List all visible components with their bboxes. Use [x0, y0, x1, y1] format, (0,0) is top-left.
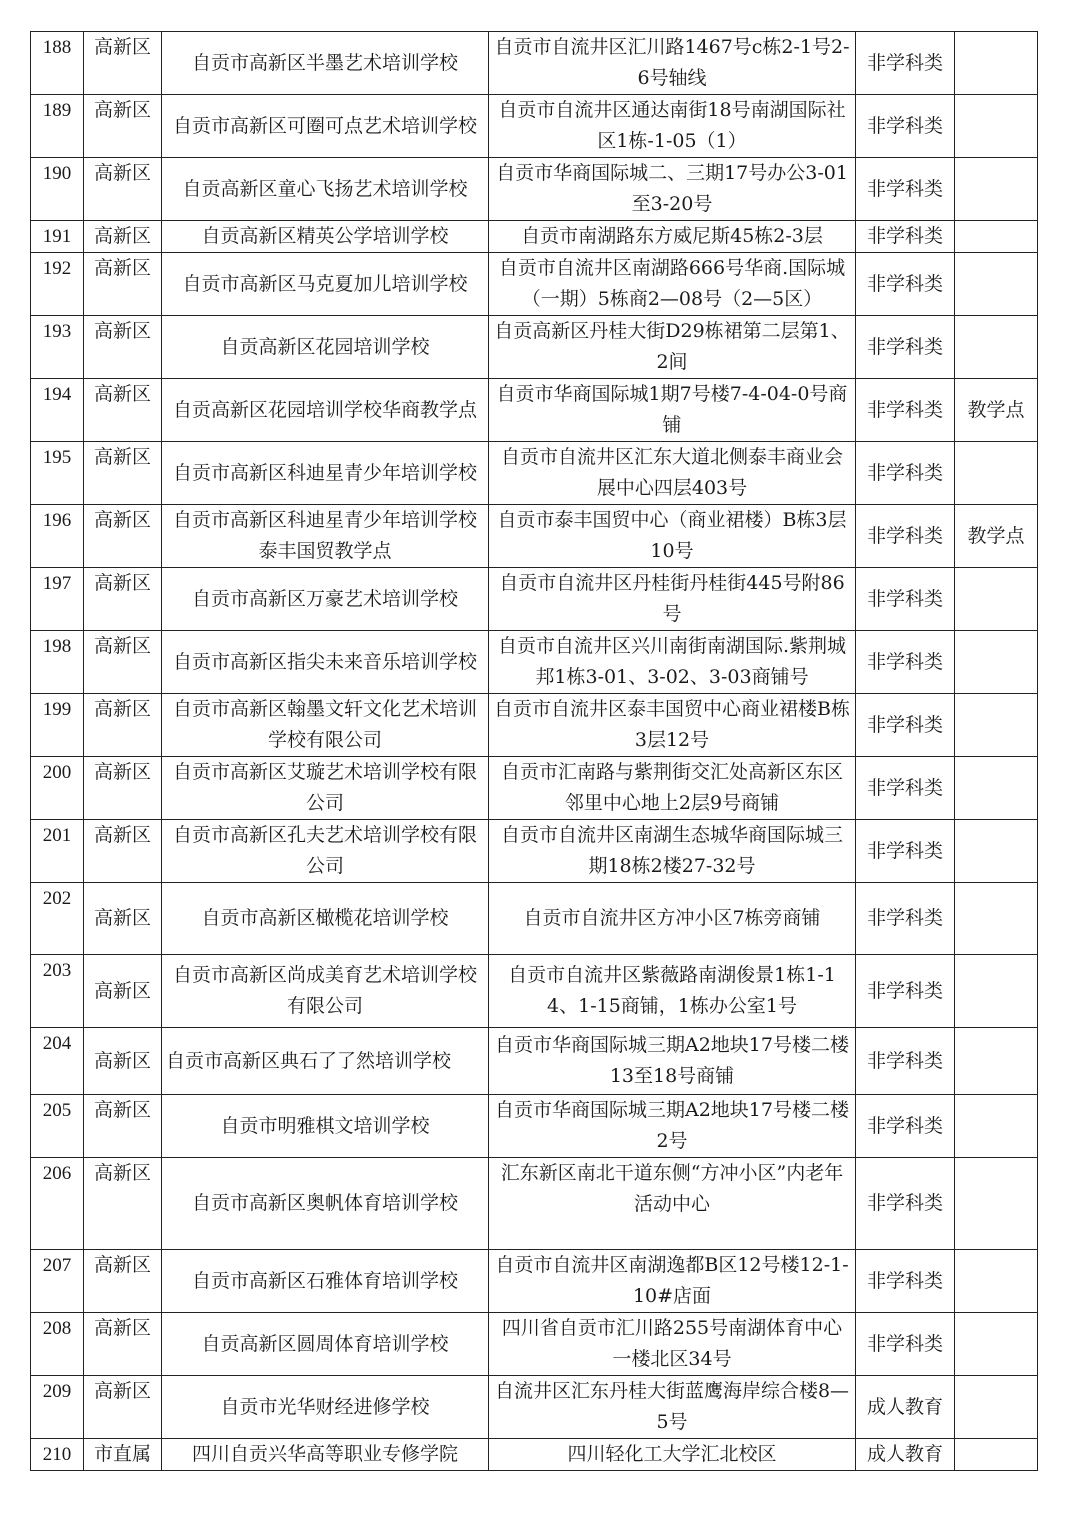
- category-cell: 非学科类: [856, 1158, 955, 1250]
- table-row: [31, 955, 1038, 1028]
- note-cell: [955, 694, 1038, 757]
- district-cell: 高新区: [84, 505, 162, 568]
- category-cell: 非学科类: [856, 32, 955, 95]
- address-cell: 自贡市自流井区南湖生态城华商国际城三期18栋2楼27-32号: [489, 820, 856, 883]
- category-cell: 非学科类: [856, 694, 955, 757]
- district-cell: 高新区: [84, 1028, 162, 1095]
- school-name-cell: 自贡市高新区艾璇艺术培训学校有限公司: [162, 757, 489, 820]
- row-number: 196: [31, 505, 84, 568]
- row-number: 198: [31, 631, 84, 694]
- note-cell: [955, 757, 1038, 820]
- table-row: [31, 1250, 1038, 1313]
- school-name-cell: 自贡市高新区指尖未来音乐培训学校: [162, 631, 489, 694]
- category-cell: 非学科类: [856, 95, 955, 158]
- school-name-cell: 自贡市高新区科迪星青少年培训学校泰丰国贸教学点: [162, 505, 489, 568]
- district-cell: 高新区: [84, 316, 162, 379]
- row-number: 203: [31, 955, 84, 1028]
- category-cell: 非学科类: [856, 442, 955, 505]
- school-name-cell: 自贡市高新区半墨艺术培训学校: [162, 32, 489, 95]
- district-cell: 高新区: [84, 1095, 162, 1158]
- table-row: [31, 442, 1038, 505]
- district-cell: 高新区: [84, 568, 162, 631]
- district-cell: 高新区: [84, 1158, 162, 1250]
- district-cell: 高新区: [84, 883, 162, 955]
- address-cell: 自贡市华商国际城三期A2地块17号楼二楼13至18号商铺: [489, 1028, 856, 1095]
- address-cell: 自贡高新区丹桂大街D29栋裙第二层第1、2间: [489, 316, 856, 379]
- row-number: 205: [31, 1095, 84, 1158]
- table-row: [31, 32, 1038, 95]
- address-cell: 自贡市汇南路与紫荆街交汇处高新区东区邻里中心地上2层9号商铺: [489, 757, 856, 820]
- row-number: 207: [31, 1250, 84, 1313]
- district-cell: 高新区: [84, 757, 162, 820]
- note-cell: [955, 32, 1038, 95]
- note-cell: [955, 1439, 1038, 1471]
- address-cell: 自贡市自流井区汇川路1467号c栋2-1号2-6号轴线: [489, 32, 856, 95]
- table-row: [31, 1028, 1038, 1095]
- row-number: 193: [31, 316, 84, 379]
- note-cell: [955, 568, 1038, 631]
- table-row: [31, 1158, 1038, 1250]
- row-number: 195: [31, 442, 84, 505]
- note-cell: [955, 883, 1038, 955]
- category-cell: 非学科类: [856, 955, 955, 1028]
- table-row: [31, 316, 1038, 379]
- school-name-cell: 四川自贡兴华高等职业专修学院: [162, 1439, 489, 1471]
- district-cell: 高新区: [84, 95, 162, 158]
- row-number: 190: [31, 158, 84, 221]
- table-row: [31, 221, 1038, 253]
- table-row: [31, 631, 1038, 694]
- address-cell: 自贡市华商国际城二、三期17号办公3-01至3-20号: [489, 158, 856, 221]
- district-cell: 高新区: [84, 221, 162, 253]
- district-cell: 高新区: [84, 158, 162, 221]
- school-name-cell: 自贡市高新区奥帆体育培训学校: [162, 1158, 489, 1250]
- row-number: 200: [31, 757, 84, 820]
- note-cell: [955, 1095, 1038, 1158]
- table-row: [31, 1313, 1038, 1376]
- table-row: [31, 757, 1038, 820]
- row-number: 209: [31, 1376, 84, 1439]
- school-list-table: [30, 31, 1038, 1471]
- note-cell: [955, 820, 1038, 883]
- table-row: [31, 1095, 1038, 1158]
- address-cell: 自贡市华商国际城1期7号楼7-4-04-0号商铺: [489, 379, 856, 442]
- row-number: 188: [31, 32, 84, 95]
- district-cell: 高新区: [84, 442, 162, 505]
- table-row: [31, 95, 1038, 158]
- table-row: [31, 1376, 1038, 1439]
- row-number: 189: [31, 95, 84, 158]
- school-name-cell: 自贡市高新区孔夫艺术培训学校有限公司: [162, 820, 489, 883]
- note-cell: [955, 1250, 1038, 1313]
- school-name-cell: 自贡市高新区石雅体育培训学校: [162, 1250, 489, 1313]
- category-cell: 非学科类: [856, 1313, 955, 1376]
- address-cell: 自贡市自流井区汇东大道北侧泰丰商业会展中心四层403号: [489, 442, 856, 505]
- category-cell: 成人教育: [856, 1376, 955, 1439]
- address-cell: 汇东新区南北干道东侧“方冲小区”内老年活动中心: [489, 1158, 856, 1250]
- category-cell: 非学科类: [856, 316, 955, 379]
- school-name-cell: 自贡高新区花园培训学校: [162, 316, 489, 379]
- row-number: 199: [31, 694, 84, 757]
- district-cell: 高新区: [84, 1313, 162, 1376]
- address-cell: 自贡市自流井区紫薇路南湖俊景1栋1-14、1-15商铺，1栋办公室1号: [489, 955, 856, 1028]
- note-cell: [955, 158, 1038, 221]
- note-cell: 教学点: [955, 505, 1038, 568]
- note-cell: [955, 253, 1038, 316]
- address-cell: 自贡市自流井区泰丰国贸中心商业裙楼B栋3层12号: [489, 694, 856, 757]
- row-number: 210: [31, 1439, 84, 1471]
- school-name-cell: 自贡市高新区马克夏加儿培训学校: [162, 253, 489, 316]
- address-cell: 自贡市泰丰国贸中心（商业裙楼）B栋3层10号: [489, 505, 856, 568]
- category-cell: 非学科类: [856, 568, 955, 631]
- district-cell: 高新区: [84, 253, 162, 316]
- note-cell: [955, 442, 1038, 505]
- row-number: 202: [31, 883, 84, 955]
- school-name-cell: 自贡市高新区橄榄花培训学校: [162, 883, 489, 955]
- address-cell: 自贡市自流井区兴川南街南湖国际.紫荆城邦1栋3-01、3-02、3-03商铺号: [489, 631, 856, 694]
- row-number: 201: [31, 820, 84, 883]
- school-name-cell: 自贡高新区花园培训学校华商教学点: [162, 379, 489, 442]
- table-row: [31, 568, 1038, 631]
- row-number: 204: [31, 1028, 84, 1095]
- category-cell: 非学科类: [856, 820, 955, 883]
- school-name-cell: 自贡市高新区可圈可点艺术培训学校: [162, 95, 489, 158]
- note-cell: [955, 316, 1038, 379]
- note-cell: [955, 1376, 1038, 1439]
- category-cell: 非学科类: [856, 883, 955, 955]
- note-cell: [955, 631, 1038, 694]
- district-cell: 高新区: [84, 820, 162, 883]
- category-cell: 非学科类: [856, 631, 955, 694]
- table-row: [31, 1439, 1038, 1471]
- note-cell: [955, 1313, 1038, 1376]
- school-name-cell: 自贡高新区精英公学培训学校: [162, 221, 489, 253]
- category-cell: 非学科类: [856, 221, 955, 253]
- address-cell: 自贡市自流井区南湖逸都B区12号楼12-1-10#店面: [489, 1250, 856, 1313]
- row-number: 206: [31, 1158, 84, 1250]
- table-row: [31, 379, 1038, 442]
- category-cell: 非学科类: [856, 158, 955, 221]
- row-number: 197: [31, 568, 84, 631]
- table-row: [31, 883, 1038, 955]
- district-cell: 高新区: [84, 631, 162, 694]
- school-name-cell: 自贡市明雅棋文培训学校: [162, 1095, 489, 1158]
- note-cell: [955, 95, 1038, 158]
- school-name-cell: 自贡市高新区万豪艺术培训学校: [162, 568, 489, 631]
- table-row: [31, 820, 1038, 883]
- school-name-cell: 自贡市高新区科迪星青少年培训学校: [162, 442, 489, 505]
- table-body: [31, 32, 1038, 1471]
- note-cell: [955, 955, 1038, 1028]
- row-number: 191: [31, 221, 84, 253]
- address-cell: 自流井区汇东丹桂大街蓝鹰海岸综合楼8—5号: [489, 1376, 856, 1439]
- district-cell: 高新区: [84, 32, 162, 95]
- school-name-cell: 自贡市高新区翰墨文轩文化艺术培训学校有限公司: [162, 694, 489, 757]
- district-cell: 市直属: [84, 1439, 162, 1471]
- address-cell: 自贡市自流井区南湖路666号华商.国际城（一期）5栋商2—08号（2—5区）: [489, 253, 856, 316]
- category-cell: 非学科类: [856, 1028, 955, 1095]
- school-name-cell: 自贡高新区童心飞扬艺术培训学校: [162, 158, 489, 221]
- note-cell: [955, 221, 1038, 253]
- note-cell: 教学点: [955, 379, 1038, 442]
- school-name-cell: 自贡市高新区尚成美育艺术培训学校有限公司: [162, 955, 489, 1028]
- table-row: [31, 505, 1038, 568]
- category-cell: 成人教育: [856, 1439, 955, 1471]
- address-cell: 四川省自贡市汇川路255号南湖体育中心一楼北区34号: [489, 1313, 856, 1376]
- category-cell: 非学科类: [856, 379, 955, 442]
- address-cell: 自贡市南湖路东方威尼斯45栋2-3层: [489, 221, 856, 253]
- school-name-cell: 自贡高新区圆周体育培训学校: [162, 1313, 489, 1376]
- district-cell: 高新区: [84, 955, 162, 1028]
- category-cell: 非学科类: [856, 505, 955, 568]
- address-cell: 自贡市自流井区方冲小区7栋旁商铺: [489, 883, 856, 955]
- address-cell: 自贡市自流井区通达南街18号南湖国际社区1栋-1-05（1）: [489, 95, 856, 158]
- table-row: [31, 253, 1038, 316]
- school-name-cell: 自贡市光华财经进修学校: [162, 1376, 489, 1439]
- note-cell: [955, 1158, 1038, 1250]
- address-cell: 自贡市自流井区丹桂街丹桂街445号附86号: [489, 568, 856, 631]
- note-cell: [955, 1028, 1038, 1095]
- school-name-cell: 自贡市高新区典石了了然培训学校: [162, 1028, 489, 1095]
- district-cell: 高新区: [84, 379, 162, 442]
- address-cell: 自贡市华商国际城三期A2地块17号楼二楼2号: [489, 1095, 856, 1158]
- row-number: 208: [31, 1313, 84, 1376]
- table-row: [31, 694, 1038, 757]
- address-cell: 四川轻化工大学汇北校区: [489, 1439, 856, 1471]
- district-cell: 高新区: [84, 694, 162, 757]
- row-number: 192: [31, 253, 84, 316]
- category-cell: 非学科类: [856, 757, 955, 820]
- district-cell: 高新区: [84, 1250, 162, 1313]
- category-cell: 非学科类: [856, 1250, 955, 1313]
- category-cell: 非学科类: [856, 253, 955, 316]
- category-cell: 非学科类: [856, 1095, 955, 1158]
- table-row: [31, 158, 1038, 221]
- row-number: 194: [31, 379, 84, 442]
- district-cell: 高新区: [84, 1376, 162, 1439]
